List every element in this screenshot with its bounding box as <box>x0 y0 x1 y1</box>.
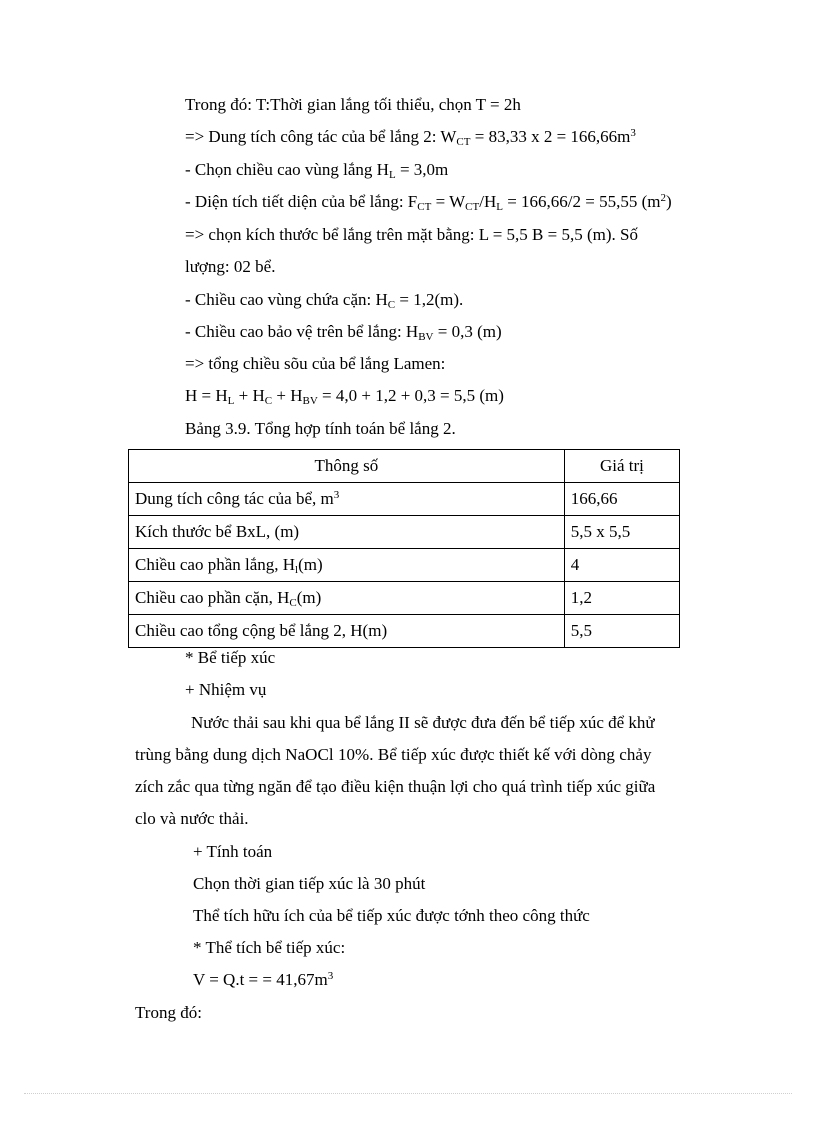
table-row <box>129 483 680 516</box>
line-text: Thể tích hữu ích của bể tiếp xúc được tớnh theo công thức <box>193 906 590 925</box>
subscript: CT <box>456 136 471 148</box>
table-cell: 166,66 <box>564 483 679 516</box>
line-text: ) <box>666 192 672 211</box>
line-text: + Tính toán <box>193 842 273 861</box>
table-row <box>129 516 680 549</box>
text-line <box>185 257 275 277</box>
table-cell: 5,5 x 5,5 <box>564 516 679 549</box>
text-line <box>185 225 638 245</box>
table-row <box>129 582 680 615</box>
superscript: 3 <box>630 127 636 139</box>
line-text: => chọn kích thước bể lắng trên mặt bằng: L = 5,5 B = 5,5 (m). Số <box>185 225 638 244</box>
subscript: L <box>227 395 235 407</box>
line-text: trùng bằng dung dịch NaOCl 10%. Bể tiếp xúc được thiết kế với dòng chảy <box>135 745 652 764</box>
page-bottom-divider <box>24 1093 792 1094</box>
table-row <box>129 615 680 648</box>
line-text: - Diện tích tiết diện của bể lắng: F <box>185 192 418 211</box>
superscript: 2 <box>660 192 666 204</box>
line-text: => tổng chiều sõu của bể lắng Lamen: <box>185 354 446 373</box>
table-cell: Chiều cao phần cặn, $H_C(m)$ <box>129 582 565 615</box>
line-text: Chọn thời gian tiếp xúc là 30 phút <box>193 874 426 893</box>
subscript: BV <box>302 395 318 407</box>
line-text: /H <box>479 192 497 211</box>
table-cell: 5,5 <box>564 615 679 648</box>
line-text: H = H <box>185 386 228 405</box>
table-row <box>129 549 680 582</box>
line-text: + H <box>234 386 265 405</box>
paragraph-line <box>135 777 655 797</box>
subscript: L <box>496 201 503 213</box>
paragraph-line <box>191 713 655 733</box>
table-header-cell: Thông số <box>129 450 565 483</box>
line-text: * Thể tích bể tiếp xúc: <box>193 938 346 957</box>
table-cell: Chiều cao phần lắng, $H_l(m)$ <box>129 549 565 582</box>
table-cell: 1,2 <box>564 582 679 615</box>
line-text: zích zắc qua từng ngăn để tạo điều kiện thuận lợi cho quá trình tiếp xúc giữa <box>135 777 656 796</box>
line-text: Bảng 3.9. Tổng hợp tính toán bể lắng 2. <box>185 419 456 438</box>
table-header-cell: Giá trị <box>564 450 679 483</box>
line-text: = 83,33 x 2 = 166,66m <box>470 127 631 146</box>
line-text: = 166,66/2 = 55,55 (m <box>502 192 661 211</box>
text-line <box>193 874 425 894</box>
text-line <box>185 386 504 406</box>
line-text: Trong đó: <box>135 1003 202 1022</box>
subscript: C <box>387 299 396 311</box>
formula-line <box>193 970 333 990</box>
table-cell: Chiều cao tổng cộng bể lắng 2, H(m) <box>129 615 565 648</box>
line-text: = 0,3 (m) <box>433 322 502 341</box>
text-line <box>135 1003 202 1023</box>
line-text: => Dung tích công tác của bể lắng 2: W <box>185 127 457 146</box>
text-line <box>185 127 636 147</box>
superscript: 3 <box>327 970 334 982</box>
table-header-row <box>129 450 680 483</box>
line-text: = W <box>431 192 466 211</box>
subscript: BV <box>418 331 434 343</box>
text-line <box>185 354 445 374</box>
line-text: - Chiều cao vùng chứa cặn: H <box>185 290 388 309</box>
line-text: - Chọn chiều cao vùng lắng H <box>185 160 389 179</box>
line-text: = 1,2(m). <box>395 290 464 309</box>
line-text: V = Q.t = = 41,67m <box>193 970 328 989</box>
text-line <box>185 95 521 115</box>
table-caption <box>185 419 456 439</box>
line-text: lượng: 02 bể. <box>185 257 276 276</box>
text-line <box>185 192 672 212</box>
line-text: clo và nước thải. <box>135 809 249 828</box>
section-heading <box>185 680 266 700</box>
line-text: - Chiều cao bảo vệ trên bể lắng: H <box>185 322 419 341</box>
line-text: = 4,0 + 1,2 + 0,3 = 5,5 (m) <box>317 386 504 405</box>
line-text: Trong đó: T:Thời gian lắng tối thiểu, chọn T = 2h <box>185 95 521 114</box>
line-text: + Nhiệm vụ <box>185 680 267 699</box>
text-line <box>193 938 345 958</box>
table-cell: 4 <box>564 549 679 582</box>
text-line <box>193 906 590 926</box>
subscript: L <box>388 169 396 181</box>
line-text: + H <box>272 386 303 405</box>
text-line <box>185 290 463 310</box>
subscript: C <box>264 395 273 407</box>
section-heading <box>185 648 275 668</box>
section-heading <box>193 842 272 862</box>
text-line <box>185 160 448 180</box>
subscript: CT <box>465 201 480 213</box>
summary-table <box>128 449 680 648</box>
line-text: * Bể tiếp xúc <box>185 648 276 667</box>
text-line <box>185 322 502 342</box>
table-cell: Dung tích công tác của bể, $m^3$ <box>129 483 565 516</box>
paragraph-line <box>135 745 652 765</box>
table-cell: Kích thước bể BxL, (m) <box>129 516 565 549</box>
subscript: CT <box>417 201 432 213</box>
line-text: = 3,0m <box>395 160 449 179</box>
line-text: Nước thải sau khi qua bể lắng II sẽ được đưa đến bể tiếp xúc để khử <box>191 713 655 732</box>
paragraph-line <box>135 809 249 829</box>
